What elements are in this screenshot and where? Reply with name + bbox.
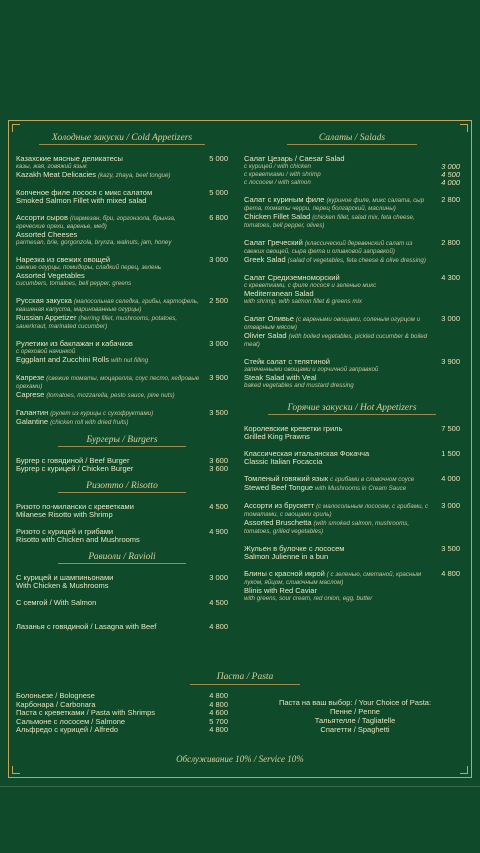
item-name-en: Assorted Bruschetta xyxy=(244,518,312,527)
pasta-choice-option: Тальятелле / Tagliatelle xyxy=(314,716,396,725)
item-desc-en: (chicken roll with dried fruits) xyxy=(50,419,129,426)
item-desc-en: (herring fillet, mushrooms, potatoes, sauerkraut, marinated cucumber) xyxy=(16,315,178,330)
item-name-en: Assorted Vegetables xyxy=(16,271,85,280)
item-price: 4 800 xyxy=(209,699,228,709)
item-name-en: Salmon Julienne in a bun xyxy=(244,552,329,561)
item-name-en: Kazakh Meat Delicacies xyxy=(16,170,97,179)
item-name-en: Olivier Salad xyxy=(244,331,287,340)
item-price: 3 000 xyxy=(441,162,460,171)
item-name-ru: Салат Средиземноморский xyxy=(244,273,340,282)
item-name-en: With Chicken & Mushrooms xyxy=(16,581,109,590)
item-name-ru: Казахские мясные деликатесы xyxy=(16,154,123,163)
item-option xyxy=(244,178,460,187)
item-price: 6 800 xyxy=(209,213,228,222)
item-name: Паста с креветками / Pasta with Shrimps xyxy=(16,708,156,717)
item-name-en: Greek Salad xyxy=(244,255,286,264)
item-price: 4 500 xyxy=(441,170,460,179)
item-name-ru: Ризото по-милански с креветками xyxy=(16,502,134,511)
item-desc-en: (kazy, zhaya, beef tongue) xyxy=(98,172,171,179)
salads-heading: Салаты / Salads xyxy=(287,134,417,145)
item-desc-ru: (классический деревенский салат из свежих овощей, сыра фета и оливковой заправкой) xyxy=(244,240,413,255)
pasta-choice-title: Паста на ваш выбор: / Your Choice of Pasta: xyxy=(278,698,432,707)
item-desc-ru: (пармезан, бри, горгонзола, брынза, греческие орехи, варенье, мед) xyxy=(16,215,176,230)
frame-corner xyxy=(12,766,20,774)
item-price: 3 000 xyxy=(209,255,228,264)
item-name-ru: Блины с красной икрой xyxy=(244,569,325,578)
item-option xyxy=(244,170,460,179)
item-price: 3 000 xyxy=(209,573,228,582)
item-desc-ru: запеченными овощами и горчичной заправкой xyxy=(244,366,379,373)
item-name-ru: Ризото с курицей и грибами xyxy=(16,527,114,536)
item-price: 3 600 xyxy=(209,456,228,465)
item-name-ru: Королевские креветки гриль xyxy=(244,424,343,433)
bottom-divider xyxy=(0,786,480,787)
item-name-ru: Ассорти из брускетт xyxy=(244,501,315,510)
item-name: Карбонара / Carbonara xyxy=(16,699,96,709)
item-price: 4 000 xyxy=(441,474,460,483)
item-desc-ru: с грибами в сливочном соусе xyxy=(329,476,415,483)
item-name: Альфредо с курицей / Alfredo xyxy=(16,725,119,734)
frame-corner xyxy=(460,124,468,132)
menu-item xyxy=(16,155,228,180)
item-name-ru: Салат Греческий xyxy=(244,238,303,247)
frame-corner xyxy=(12,124,20,132)
menu-item xyxy=(16,599,228,607)
item-price: 3 000 xyxy=(441,314,460,323)
item-name-ru: Ассорти сыров xyxy=(16,213,68,222)
item-name-ru: Нарезка из свежих овощей xyxy=(16,255,111,264)
pasta-heading: Паста / Pasta xyxy=(190,672,300,685)
item-desc-en: baked vegetables and mustard dressing xyxy=(244,382,354,389)
menu-item xyxy=(244,358,460,390)
frame-corner xyxy=(460,766,468,774)
pasta-choice xyxy=(250,698,460,734)
item-price: 4 800 xyxy=(209,725,228,734)
item-price: 4 800 xyxy=(441,569,460,578)
menu-item xyxy=(244,570,460,603)
option-label: с лососем / with salmon xyxy=(244,179,311,186)
item-price: 4 500 xyxy=(209,502,228,511)
item-name-en: Risotto with Chicken and Mushrooms xyxy=(16,535,140,544)
item-name-ru: Салат Оливье xyxy=(244,314,294,323)
pasta-choice-option: Пенне / Penne xyxy=(330,707,380,716)
item-price: 5 000 xyxy=(209,154,228,163)
service-charge-note: Обслуживание 10% / Service 10% xyxy=(176,754,304,764)
item-price: 2 500 xyxy=(209,296,228,305)
menu-item xyxy=(16,340,228,365)
item-price: 4 500 xyxy=(209,598,228,607)
menu-item xyxy=(244,196,460,230)
item-name-en: Assorted Cheeses xyxy=(16,230,78,239)
item-desc-ru: (куриное филе, микс салата, сыр фета, томаты черри, перец болгарский, маслины) xyxy=(244,197,425,212)
item-name-ru: Капрезе xyxy=(16,373,45,382)
item-desc-en: with greens, sour cream, red onion, egg, butter xyxy=(244,595,373,602)
pasta-list xyxy=(16,692,228,735)
item-name-en: Caprese xyxy=(16,390,45,399)
item-desc-ru: ( с зеленью, сметаной, красным луком, яйцом, сливочным маслом) xyxy=(244,571,422,586)
item-name-en: Chicken Fillet Salad xyxy=(244,212,311,221)
item-name-ru: С курицей и шампиньонами xyxy=(16,573,114,582)
item-name-ru: Галантин xyxy=(16,408,49,417)
menu-item xyxy=(16,189,228,205)
item-name-ru: Копченое филе лосося с микс салатом xyxy=(16,188,153,197)
risotto-heading: Ризотто / Risotto xyxy=(58,482,185,493)
menu-item xyxy=(244,239,460,265)
item-name-en: Classic Italian Focaccia xyxy=(244,457,323,466)
item-price: 3 900 xyxy=(209,373,228,382)
menu-item xyxy=(16,528,228,544)
item-price: 3 600 xyxy=(209,464,228,473)
menu-item xyxy=(244,155,460,187)
item-price: 1 500 xyxy=(441,449,460,458)
menu-item xyxy=(16,726,228,735)
menu-item xyxy=(16,623,228,631)
item-desc-en: with Mushrooms in Cream Sauce xyxy=(315,485,407,492)
item-name-ru: Салат с куриным филе xyxy=(244,195,325,204)
item-option xyxy=(244,162,460,171)
item-name-en: Galantine xyxy=(16,417,49,426)
item-desc-en: (with smoked salmon, mushrooms, tomatoes, grilled vegetables) xyxy=(244,520,410,535)
left-column xyxy=(16,134,228,640)
option-label: с курицей / with chicken xyxy=(244,163,311,170)
item-name-ru: Стейк салат с телятиной xyxy=(244,357,330,366)
item-desc-ru: с креветками, с филе лосося и зеленью микс xyxy=(244,282,377,289)
item-name-en: Milanese Risotto with Shrimp xyxy=(16,510,113,519)
item-desc-en: with nut filling xyxy=(110,357,149,364)
item-name-en: Smoked Salmon Fillet with mixed salad xyxy=(16,196,147,205)
item-desc-en: (salad of vegetables, feta cheese & olive dressing) xyxy=(287,257,426,264)
menu-item xyxy=(16,297,228,331)
ravioli-heading: Равиоли / Ravioli xyxy=(58,553,185,564)
item-price: 3 500 xyxy=(209,408,228,417)
item-desc-en: cucumbers, tomatoes, bell pepper, greens xyxy=(16,280,132,287)
item-name: Бургер с говядиной / Beef Burger xyxy=(16,456,130,465)
item-price: 3 900 xyxy=(441,357,460,366)
item-name: Сальмоне с лососем / Salmone xyxy=(16,716,126,726)
item-desc-en: (tomatoes, mozzarella, pesto sauce, pine nuts) xyxy=(46,392,175,399)
right-column xyxy=(244,134,460,612)
hot-appetizers-heading: Горячие закуски / Hot Appetizers xyxy=(268,404,436,415)
item-name-en: Stewed Beef Tongue xyxy=(244,483,314,492)
item-price: 7 500 xyxy=(441,424,460,433)
item-desc-ru: (свежие томаты, моцарелла, соус песто, кедровые орехами) xyxy=(16,375,200,390)
item-price: 2 800 xyxy=(441,238,460,247)
item-price: 4 600 xyxy=(209,708,228,717)
menu-item xyxy=(244,450,460,466)
item-name-en: Blinis with Red Caviar xyxy=(244,586,317,595)
menu-item xyxy=(16,409,228,427)
item-name-ru: Томленый говяжий язык xyxy=(244,474,329,483)
item-desc-en: parmesan, brie, gorgonzola, brynza, walnuts, jam, honey xyxy=(16,239,172,246)
burgers-heading: Бургеры / Burgers xyxy=(58,436,185,447)
item-desc-en: (chicken fillet, salad mix, feta cheese, tomatoes, bell pepper, olives) xyxy=(244,214,415,229)
item-name-ru: Рулетики из баклажан и кабачков xyxy=(16,339,133,348)
item-name: Салат Цезарь / Caesar Salad xyxy=(244,154,345,163)
menu-item xyxy=(16,256,228,288)
item-name: Бургер с курицей / Chicken Burger xyxy=(16,464,134,473)
item-desc-ru: с ореховой начинкой xyxy=(16,348,76,355)
option-label: с креветками / with shrimp xyxy=(244,171,321,178)
item-name-en: Mediterranean Salad xyxy=(244,289,314,298)
item-price: 4 900 xyxy=(209,527,228,536)
menu-item xyxy=(244,274,460,306)
menu-item xyxy=(244,502,460,536)
menu-item xyxy=(244,315,460,349)
item-desc-en: (with boiled vegetables, pickled cucumber & boiled meat) xyxy=(244,333,428,348)
menu-item xyxy=(16,465,228,473)
item-price: 5 000 xyxy=(209,188,228,197)
menu-item xyxy=(244,545,460,561)
menu-item xyxy=(16,214,228,247)
item-desc-ru: (с вареными овощами, соленым огурцом и отварным мясом) xyxy=(244,316,421,331)
item-name: С семгой / With Salmon xyxy=(16,598,97,607)
item-price: 3 500 xyxy=(441,544,460,553)
menu-item xyxy=(244,475,460,493)
item-price: 4 000 xyxy=(441,178,460,187)
item-name-ru: Русская закуска xyxy=(16,296,72,305)
item-desc-ru: (малосольная селедка, грибы, картофель, квашеная капуста, маринованные огурцы) xyxy=(16,298,199,313)
item-price: 4 300 xyxy=(441,273,460,282)
item-name-ru: Классическая итальянская Фокачча xyxy=(244,449,370,458)
item-price: 3 000 xyxy=(441,501,460,510)
pasta-choice-option: Спагетти / Spaghetti xyxy=(320,725,390,734)
menu-item xyxy=(16,503,228,519)
item-price: 4 800 xyxy=(209,691,228,700)
menu-item xyxy=(16,574,228,590)
item-price: 4 800 xyxy=(209,622,228,631)
menu-item xyxy=(244,425,460,441)
item-name-en: Eggplant and Zucchini Rolls xyxy=(16,355,109,364)
cold-appetizers-heading: Холодные закуски / Cold Appetizers xyxy=(39,134,204,145)
item-desc-ru: казы, жая, говяжий язык xyxy=(16,163,87,170)
item-name-ru: Жульен в булочке с лососем xyxy=(244,544,345,553)
item-name-en: Steak Salad with Veal xyxy=(244,373,317,382)
item-price: 2 800 xyxy=(441,195,460,204)
item-desc-ru: свежие огурцы, помидоры, сладкий перец, зелень xyxy=(16,264,162,271)
item-desc-ru: (рулет из курицы с сухофруктами) xyxy=(50,410,154,417)
item-name-en: Russian Appetizer xyxy=(16,313,77,322)
item-price: 5 700 xyxy=(209,716,228,726)
item-desc-en: with shrimp, with salmon fillet & greens mix xyxy=(244,298,362,305)
item-name: Болоньезе / Bolognese xyxy=(16,691,95,700)
item-name-en: Grilled King Prawns xyxy=(244,432,310,441)
item-name: Лазанья с говядиной / Lasagna with Beef xyxy=(16,622,157,631)
item-price: 3 000 xyxy=(209,339,228,348)
menu-item xyxy=(16,374,228,400)
item-desc-ru: (с малосольным лососем, с грибами, с томатами, с овощами гриль) xyxy=(244,503,429,518)
